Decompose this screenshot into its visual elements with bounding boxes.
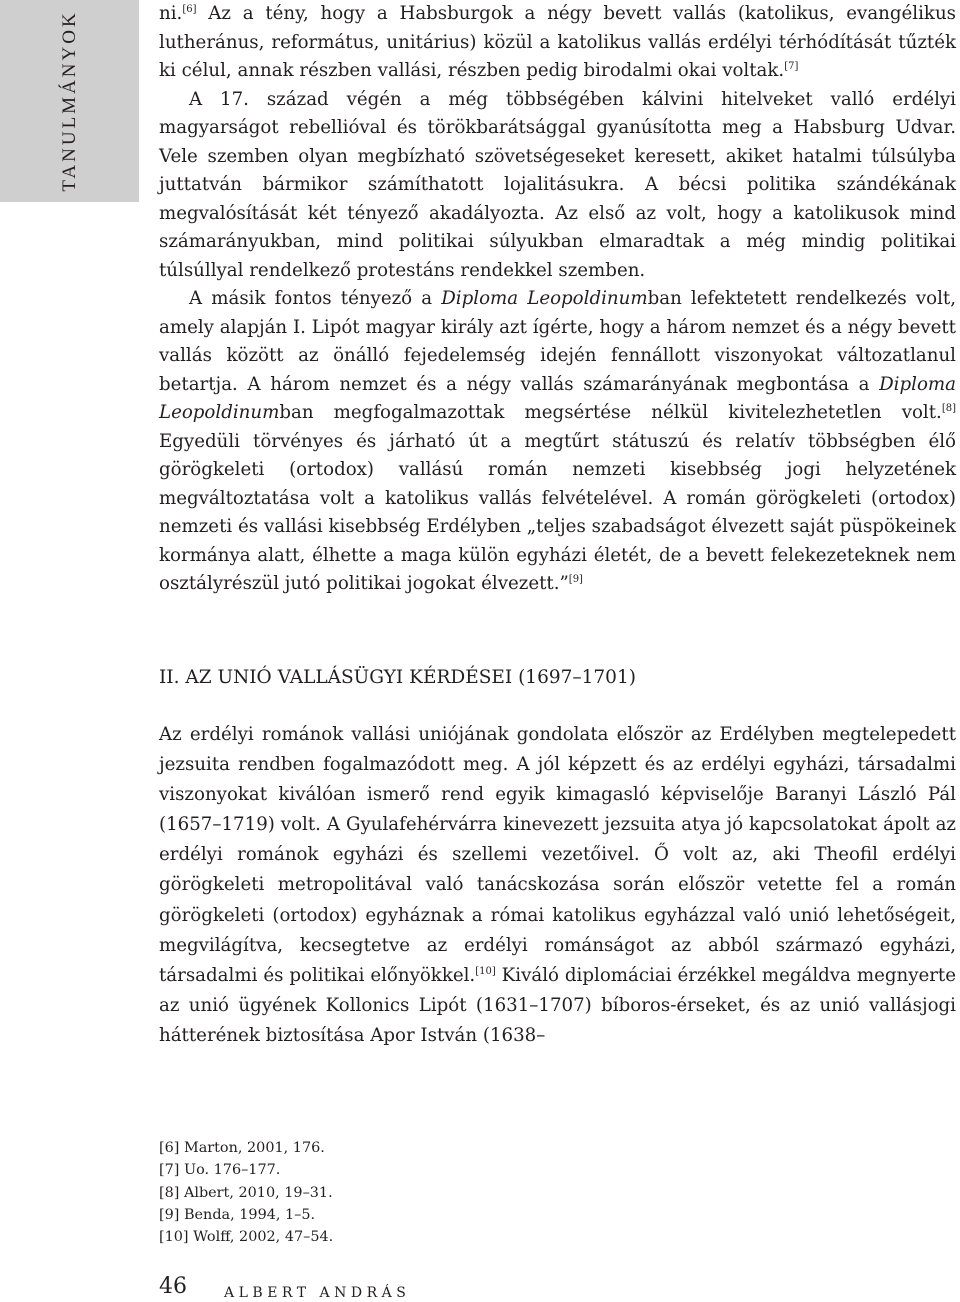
footnote-ref-7[interactable]: [7] xyxy=(784,61,799,72)
footnote-8: [8] Albert, 2010, 19–31. xyxy=(159,1184,333,1201)
page-number: 46 xyxy=(159,1274,187,1299)
footnote-10: [10] Wolff, 2002, 47–54. xyxy=(159,1229,334,1246)
body-text xyxy=(159,0,956,599)
paragraph-3-text-d: Egyedüli törvényes és járható út a megtűrt státuszú és relatív többségben élő görögkeleti (ortodox) vallású román nemzeti kisebbség jogi helyzetének megváltoztatása volt a katolikus vallás felvételével. A román görögkeleti (ortodox) nemzeti és vallási kisebbség Erdélyben „teljes szabadságot élvezett saját püspökeinek kormánya alatt, élhette a maga külön egyházi életét, de a bevett felekezeteknek nem osztályrészül jutó politikai jogokat élvezett.” xyxy=(159,430,956,594)
paragraph-3-text-b: ban lefektetett rendelkezés volt, amely alapján I. Lipót magyar király azt ígérte, hogy a három nemzet és a négy bevett vallás között az önálló fejedelemség idején fennállott viszonyokat változatlanul betartja. A három nemzet és a négy vallás számarányának megbontása a xyxy=(159,288,956,395)
section-tab xyxy=(0,0,139,202)
paragraph-1-text-b: Az a tény, hogy a Habsburgok a négy bevett vallás (katolikus, evangélikus lutheránus, református, unitárius) közül a katolikus vallás erdélyi térhódítását tűzték ki célul, annak részben vallási, részben pedig birodalmi okai voltak. xyxy=(159,3,956,81)
footnote-ref-6[interactable]: [6] xyxy=(182,4,197,15)
footnote-9: [9] Benda, 1994, 1–5. xyxy=(159,1206,316,1223)
section-paragraph xyxy=(159,720,956,1051)
footnote-ref-9[interactable]: [9] xyxy=(568,574,583,585)
paragraph-3 xyxy=(159,285,956,599)
section-paragraph-text-b: Kiváló diplomáciai érzékkel megáldva megnyerte az unió ügyének Kollonics Lipót (1631–1707) bíboros-érseket, és az unió vallásjogi hátterének biztosítása Apor István (1638– xyxy=(159,964,956,1046)
footnotes xyxy=(159,1137,333,1248)
footnote-6: [6] Marton, 2001, 176. xyxy=(159,1140,325,1156)
paragraph-3-text-c: ban megfogalmazottak megsértése nélkül kivitelezhetetlen volt. xyxy=(279,402,942,423)
footnote-ref-8[interactable]: [8] xyxy=(941,403,956,414)
running-footer-author: ALBERT ANDRÁS xyxy=(224,1285,411,1301)
section-heading: II. AZ UNIÓ VALLÁSÜGYI KÉRDÉSEI (1697–1701) xyxy=(159,667,636,688)
diploma-leopoldinum-term-2: Diploma Leopoldinum xyxy=(159,373,956,423)
section-paragraph-text-a: Az erdélyi románok vallási uniójának gondolata először az Erdélyben megtelepedett jezsuita rendben fogalmazódott meg. A jól képzett és az erdélyi egyházi, társadalmi viszonyokat kiválóan ismerő rend egyik kimagasló képviselője Baranyi László Pál (1657–1719) volt. A Gyulafehérvárra kinevezett jezsuita atya jó kapcsolatokat ápolt az erdélyi románok egyházi és szellemi vezetőivel. Ő volt az, aki Theofil erdélyi görögkeleti metropolitával való tanácskozása során először vetette fel a román görögkeleti (ortodox) egyháznak a római katolikus egyházzal való unió lehetőségeit, megvilágítva, kecsegtetve az erdélyi románságot az abból származó egyházi, társadalmi és politikai előnyökkel. xyxy=(159,724,956,986)
footnote-ref-10[interactable]: [10] xyxy=(475,965,496,977)
diploma-leopoldinum-term-1: Diploma Leopoldinum xyxy=(441,288,648,309)
paragraph-3-text-a: A másik fontos tényező a xyxy=(189,288,442,309)
paragraph-1-text-a: ni. xyxy=(159,3,183,24)
footnote-7: [7] Uo. 176–177. xyxy=(159,1162,281,1179)
paragraph-2: A 17. század végén a még többségében kálvini hitelveket valló erdélyi magyarságot rebellióval és törökbarátsággal gyanúsította meg a Habsburg Udvar. Vele szemben olyan megbízható szövetségeseket keresett, akiket hatalmi túlsúlyba juttatván bármikor számíthatott lojalitásukra. A bécsi politika szándékának megvalósítását két tényező akadályozta. Az első az volt, hogy a katolikusok mind számarányukban, mind politikai súlyukban elmaradtak a még mindig politikai túlsúllyal rendelkező protestáns rendekkel szemben. xyxy=(159,88,956,281)
section-tab-label: TANULMÁNYOK xyxy=(59,10,80,192)
paragraph-1 xyxy=(159,0,956,86)
